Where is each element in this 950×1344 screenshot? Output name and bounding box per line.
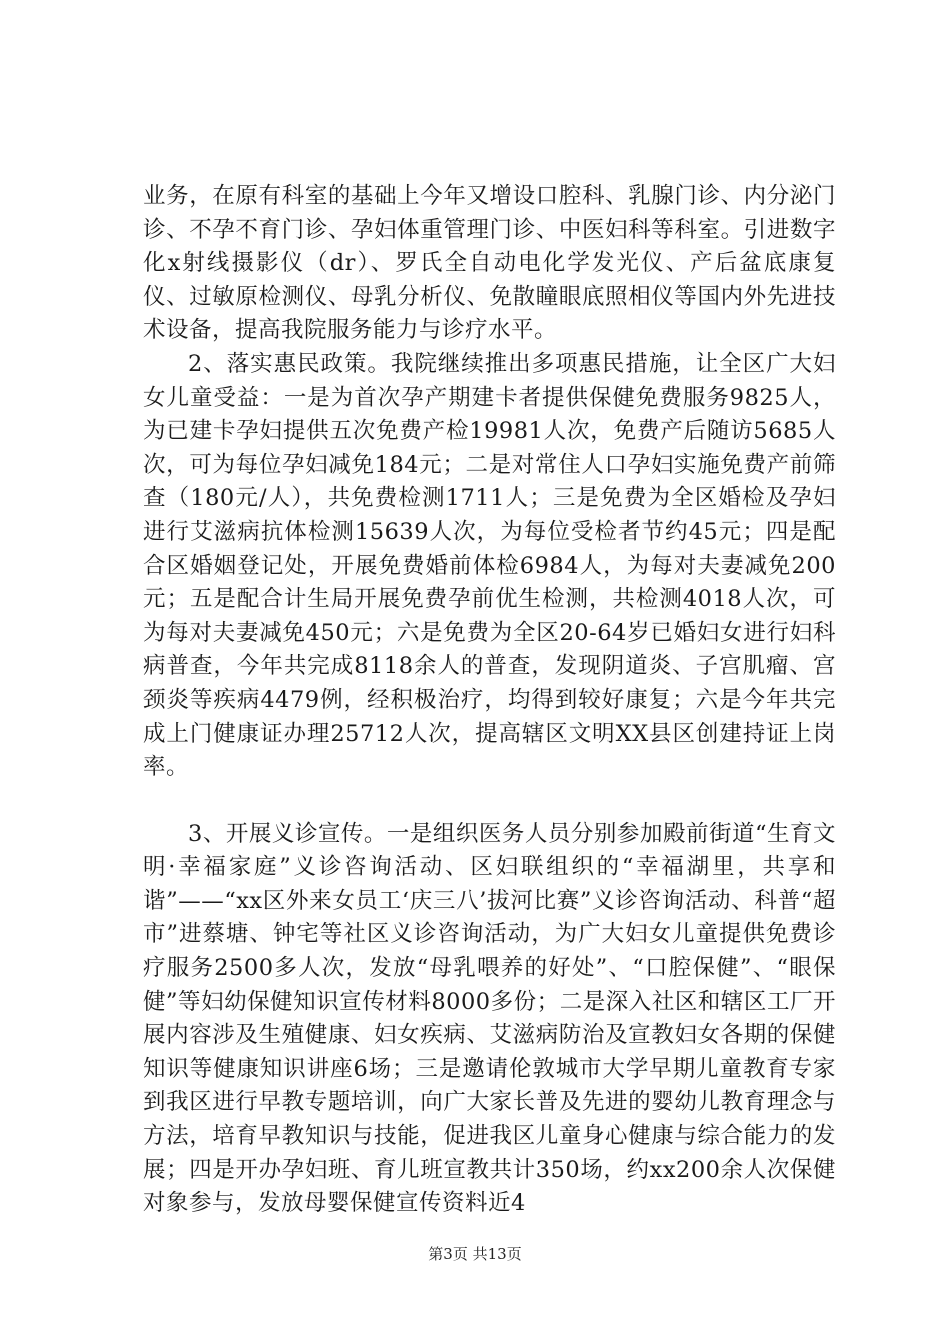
page-footer: 第3页 共13页 — [428, 1245, 522, 1263]
paragraph-spacer — [143, 785, 836, 818]
document-body — [143, 180, 836, 1221]
paragraph-continuation: 业务，在原有科室的基础上今年又增设口腔科、乳腺门诊、内分泌门诊、不孕不育门诊、孕妇体重管理门诊、中医妇科等科室。引进数字化x射线摄影仪（dr）、罗氏全自动电化学发光仪、产后盆底康复仪、过敏原检测仪、母乳分析仪、免散瞳眼底照相仪等国内外先进技术设备，提高我院服务能力与诊疗水平。 — [143, 183, 836, 344]
paragraph-benefit-policy: 2、落实惠民政策。我院继续推出多项惠民措施，让全区广大妇女儿童受益：一是为首次孕产期建卡者提供保健免费服务9825人，为已建卡孕妇提供五次免费产检19981人次，免费产后随访5685人次，可为每位孕妇减免184元；二是对常住人口孕妇实施免费产前筛查（180元/人），共免费检测1711人；三是免费为全区婚检及孕妇进行艾滋病抗体检测15639人次，为每位受检者节约45元；四是配合区婚姻登记处，开展免费婚前体检6984人，为每对夫妻减免200元；五是配合计生局开展免费孕前优生检测，共检测4018人次，可为每对夫妻减免450元；六是免费为全区20-64岁已婚妇女进行妇科病普查，今年共完成8118余人的普查，发现阴道炎、子宫肌瘤、宫颈炎等疾病4479例，经积极治疗，均得到较好康复；六是今年共完成上门健康证办理25712人次，提高辖区文明XX县区创建持证上岗率。 — [143, 350, 836, 781]
paragraph-free-clinic: 3、开展义诊宣传。一是组织医务人员分别参加殿前街道“生育文明·幸福家庭”义诊咨询活动、区妇联组织的“幸福湖里，共享和谐”——“xx区外来女员工‘庆三八’拔河比赛”义诊咨询活动、科普“超市”进蔡塘、钟宅等社区义诊咨询活动，为广大妇女儿童提供免费诊疗服务2500多人次，发放“母乳喂养的好处”、“口腔保健”、“眼保健”等妇幼保健知识宣传材料8000多份；二是深入社区和辖区工厂开展内容涉及生殖健康、妇女疾病、艾滋病防治及宣教妇女各期的保健知识等健康知识讲座6场；三是邀请伦敦城市大学早期儿童教育专家到我区进行早教专题培训，向广大家长普及先进的婴幼儿教育理念与方法，培育早教知识与技能，促进我区儿童身心健康与综合能力的发展；四是开办孕妇班、育儿班宣教共计350场，约xx200余人次保健对象参与，发放母婴保健宣传资料近4 — [143, 820, 836, 1217]
